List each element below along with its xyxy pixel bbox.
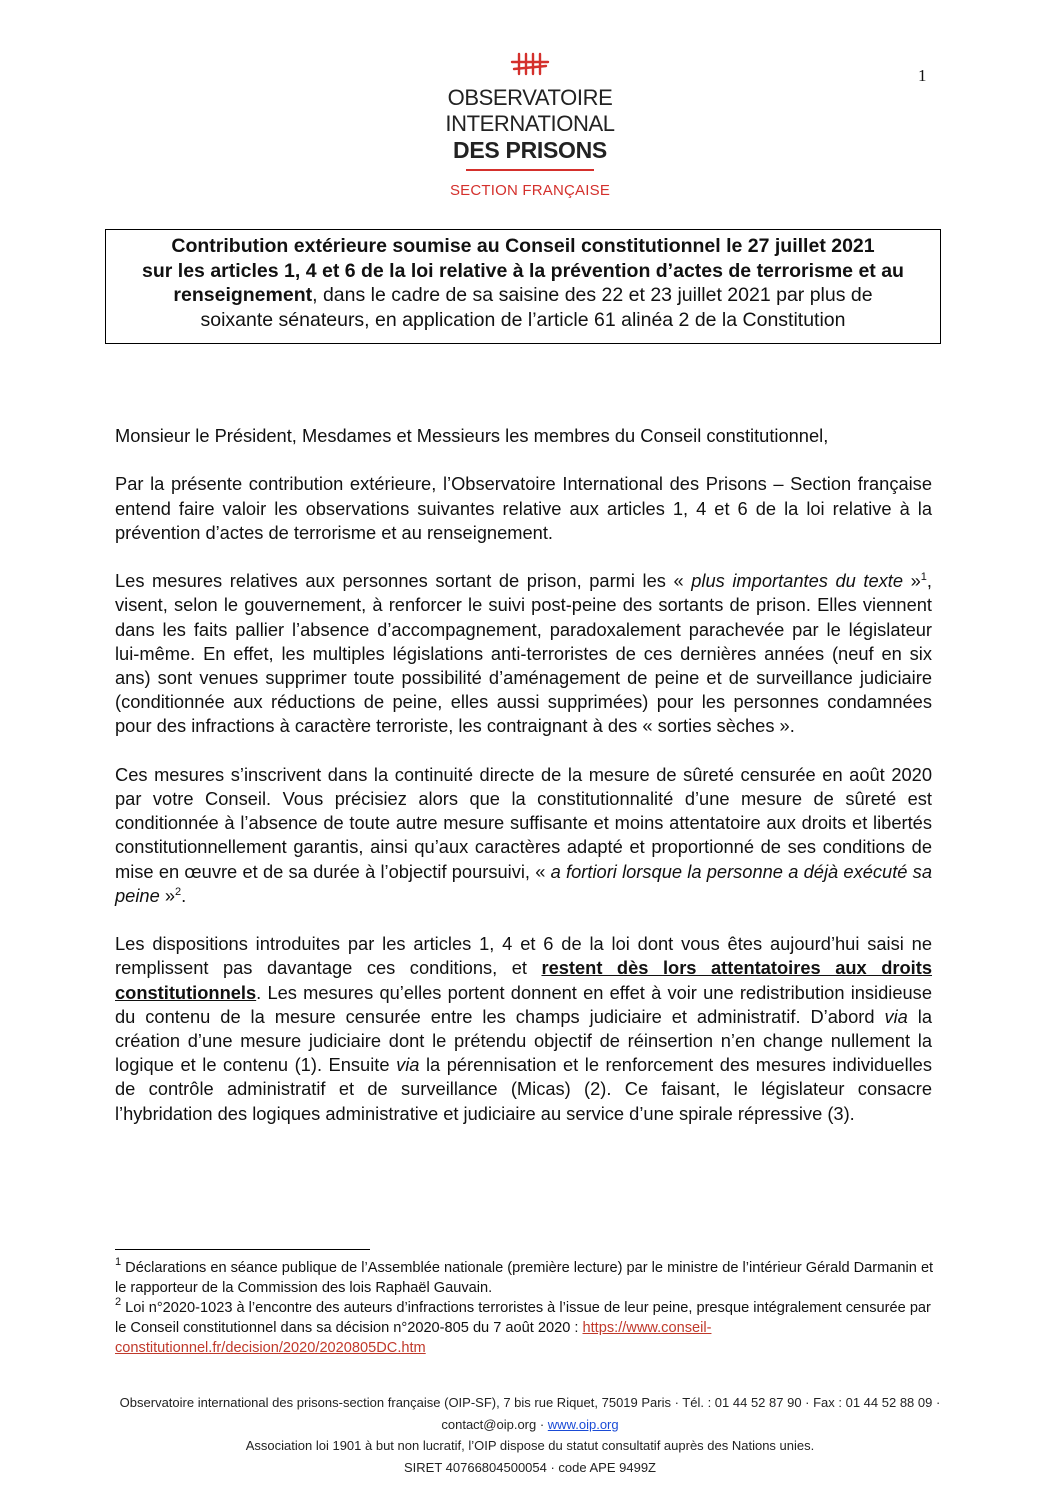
logo-name-line1: OBSERVATOIRE INTERNATIONAL xyxy=(445,85,615,136)
decision-link[interactable]: https://www.conseil-constitutionnel.fr/decision/2020/2020805DC.htm xyxy=(115,1320,712,1356)
emphasis-attentatoires: restent dès lors attentatoires aux droits constitutionnels xyxy=(115,957,932,1003)
footer-contact: contact@oip.org · www.oip.org xyxy=(441,1416,619,1432)
page-number: 1 xyxy=(918,66,927,85)
paragraph-continuity: Ces mesures s’inscrivent dans la continuité directe de la mesure de sûreté censurée en août 2020 par votre Conseil. Vous précisiez alors que la constitutionnalité d’une mesure de sûreté est conditionnée à l’absence de toute autre mesure suffisante et moins attentatoire aux droits et libertés constitutionnellement garantis, ainsi qu’aux caractères adapté et proportionné de ses conditions de mise en œuvre et de sa durée à l’objectif poursuivi, « a fortiori lorsque la personne a déjà exécuté sa peine »$^2$. xyxy=(115,763,932,906)
footnote-separator xyxy=(115,1249,370,1250)
paragraph-intro: Par la présente contribution extérieure, l’Observatoire International des Prisons – Section française entend faire valoir les observations suivantes relative aux articles 1, 4 et 6 de la loi relative à la prévention d’actes de terrorisme et au renseignement. xyxy=(115,473,932,543)
title-rest-line3: , dans le cadre de sa saisine des 22 et 23 juillet 2021 par plus de xyxy=(312,284,873,306)
paragraph-dispositions: Les dispositions introduites par les articles 1, 4 et 6 de la loi dont vous êtes aujourd’hui saisi ne remplissent pas davantage ces conditions, et restent dès lors attentatoires aux droits constitutionnels. Les mesures qu’elles portent donnent en effet à voir une redistribution insidieuse du contenu de la mesure censurée entre les champs judiciaire et administratif. D’abord via la création d’une mesure judiciaire dont le prétendu objectif de réinsertion n’en change nullement la logique et le contenu (1). Ensuite via la pérennisation et le renforcement des mesures individuelles de contrôle administratif et de surveillance (Micas) (2). Ce faisant, le législateur consacre l’hybridation des logiques administrative et judiciaire au service d’une spirale répressive (3). xyxy=(115,933,932,1124)
footer-address: Observatoire international des prisons-section française (OIP-SF), 7 bis rue Riquet, 75019 Paris · Tél. : 01 44 52 87 90 · Fax : 01 44 52 88 09 · xyxy=(119,1395,941,1410)
title-rest-line4: soixante sénateurs, en application de l’article 61 alinéa 2 de la Constitution xyxy=(200,308,846,331)
salutation: Monsieur le Président, Mesdames et Messieurs les membres du Conseil constitutionnel, xyxy=(115,425,829,446)
oip-logo xyxy=(380,52,680,199)
document-title-box xyxy=(105,229,941,344)
footer-status: Association loi 1901 à but non lucratif, l’OIP dispose du statut consultatif auprès des Nations unies. xyxy=(245,1438,815,1453)
footnote-ref-1[interactable]: 1 xyxy=(920,571,927,584)
logo-section-label: SECTION FRANÇAISE xyxy=(449,182,611,199)
footnote-1: $^1$ Déclarations en séance publique de l’Assemblée nationale (première lecture) par le ministre de l’intérieur Gérald Darmanin et le rapporteur de la Commission des lois Raphaël Gauvain. xyxy=(115,1256,934,1296)
footer-email[interactable]: contact@oip.org xyxy=(441,1416,537,1432)
logo-name-line2: DES PRISONS xyxy=(453,137,607,163)
page-footer xyxy=(60,1392,1000,1478)
tally-marks-logo-icon xyxy=(510,52,550,76)
footnotes xyxy=(115,1258,945,1358)
paragraph-measures: Les mesures relatives aux personnes sortant de prison, parmi les « plus importantes du texte »$^1$, visent, selon le gouvernement, à renforcer le suivi post-peine des sortants de prison. Elles viennent dans les faits pallier l’absence d’accompagnement, paradoxalement parachevée par le législateur lui-même. En effet, les multiples législations anti-terroristes de ces dernières années (neuf en six ans) sont venues supprimer toute possibilité d’aménagement de peine et de surveillance judiciaire (conditionnée aux réductions de peine, elles aussi supprimées) pour les personnes condamnées pour des infractions à caractère terroriste, les contraignant à des « sorties sèches ». xyxy=(115,570,932,737)
title-bold-subject: sur les articles 1, 4 et 6 de la loi relative à la prévention d’actes de terrorisme et au renseignement xyxy=(142,259,904,306)
footer-siret: SIRET 40766804500054 · code APE 9499Z xyxy=(403,1459,656,1475)
footnote-ref-2[interactable]: 2 xyxy=(174,885,182,898)
logo-divider xyxy=(466,169,594,171)
letter-body xyxy=(115,424,932,1150)
footnote-2: $^2$ Loi n°2020-1023 à l’encontre des auteurs d’infractions terroristes à l’issue de leur peine, presque intégralement censurée par le Conseil constitutionnel dans sa décision n°2020-805 du 7 août 2020 : https://www.conseil-constitutionnel.fr/decision/2020/2020805DC.htm xyxy=(115,1296,931,1356)
title-bold-line1: Contribution extérieure soumise au Conseil constitutionnel le 27 juillet 2021 xyxy=(171,235,875,257)
footer-website-link[interactable]: www.oip.org xyxy=(547,1416,619,1432)
